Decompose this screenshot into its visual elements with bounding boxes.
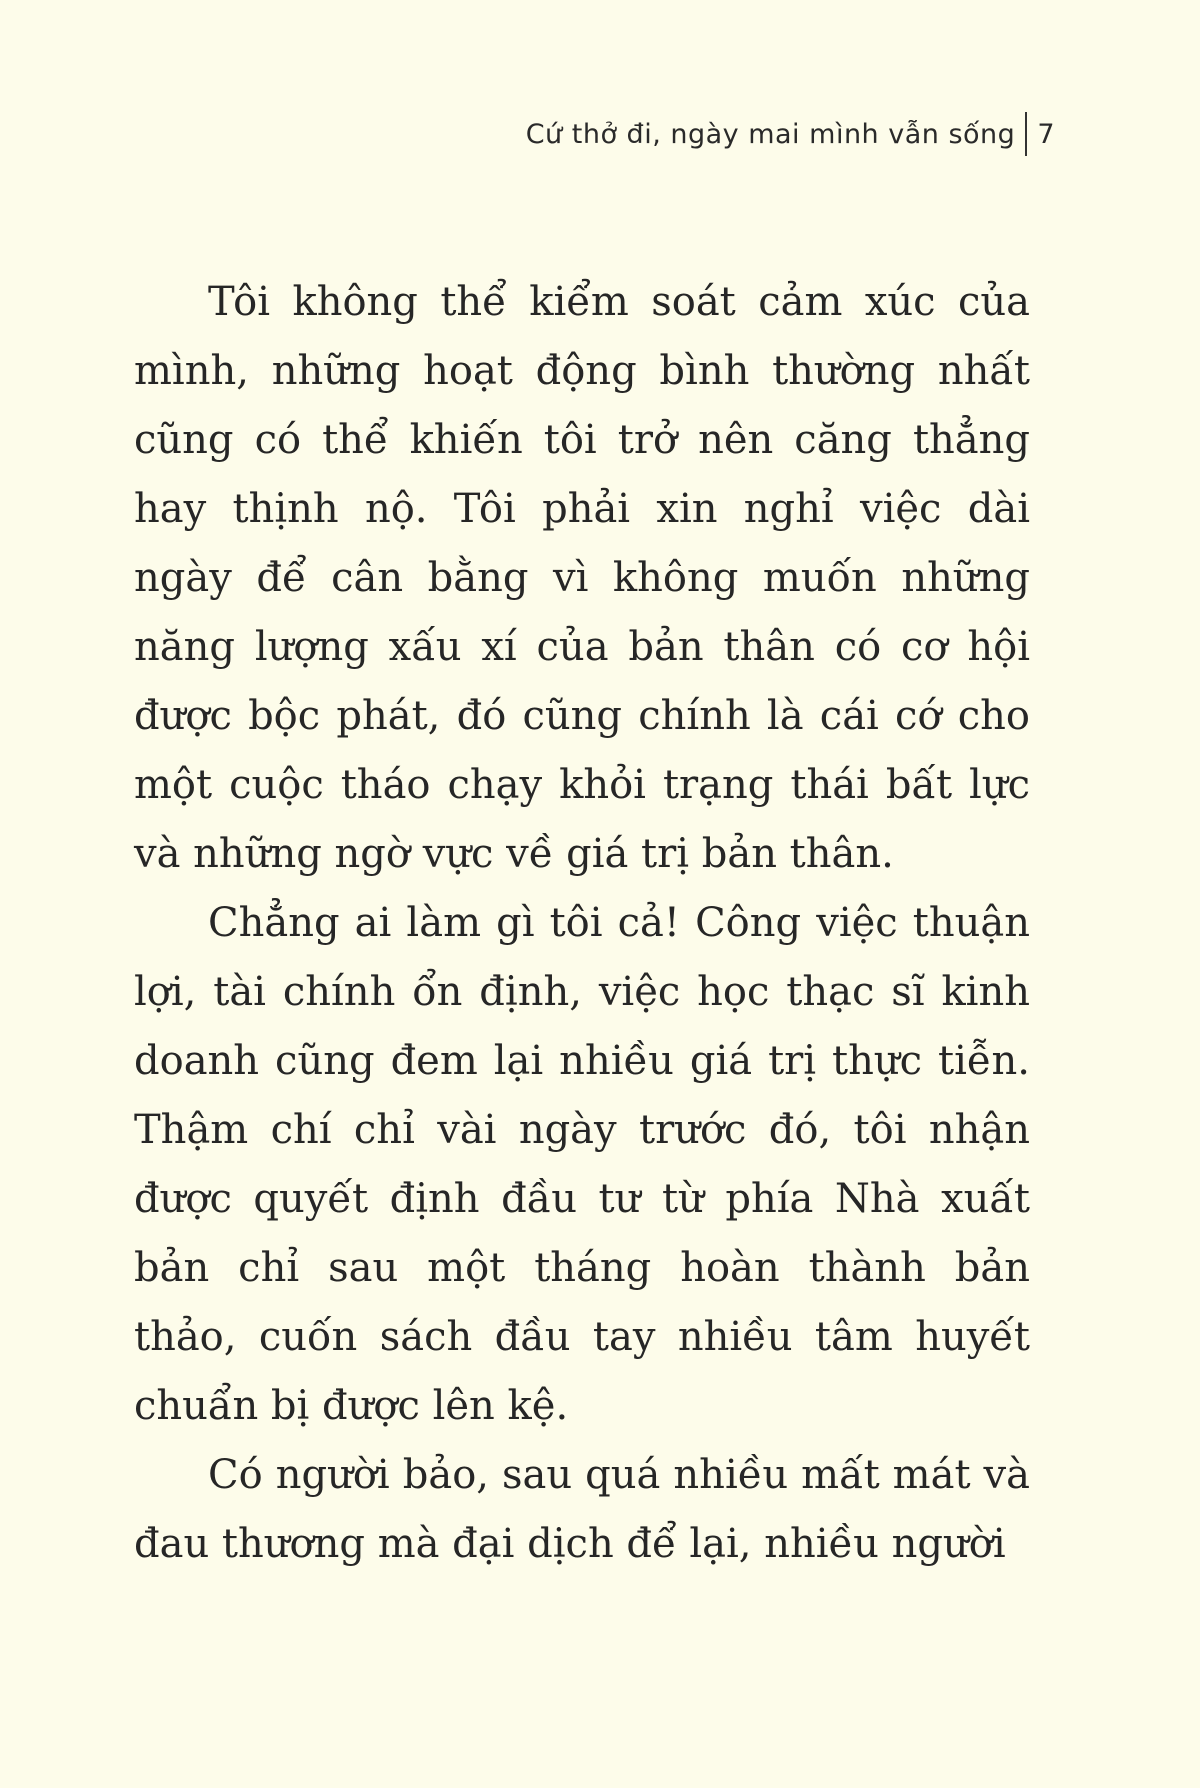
paragraph-1: Tôi không thể kiểm soát cảm xúc của mình, những hoạt động bình thường nhất cũng có thể khiến tôi trở nên căng thẳng hay thịnh nộ. Tôi phải xin nghỉ việc dài ngày để cân bằng vì không muốn những năng lượng xấu xí của bản thân có cơ hội được bộc phát, đó cũng chính là cái cớ cho một cuộc tháo chạy khỏi trạng thái bất lực và những ngờ vực về giá trị bản thân. xyxy=(134,279,1030,877)
running-title: Cứ thở đi, ngày mai mình vẫn sống xyxy=(525,118,1016,150)
page-number: 7 xyxy=(1037,118,1055,150)
body-text xyxy=(134,268,1030,1579)
running-header xyxy=(526,112,1055,156)
paragraph-2: Chẳng ai làm gì tôi cả! Công việc thuận lợi, tài chính ổn định, việc học thạc sĩ kinh doanh cũng đem lại nhiều giá trị thực tiễn. Thậm chí chỉ vài ngày trước đó, tôi nhận được quyết định đầu tư từ phía Nhà xuất bản chỉ sau một tháng hoàn thành bản thảo, cuốn sách đầu tay nhiều tâm huyết chuẩn bị được lên kệ. xyxy=(134,900,1030,1429)
header-divider xyxy=(1025,112,1027,156)
paragraph-3: Có người bảo, sau quá nhiều mất mát và đau thương mà đại dịch để lại, nhiều người xyxy=(134,1452,1030,1567)
